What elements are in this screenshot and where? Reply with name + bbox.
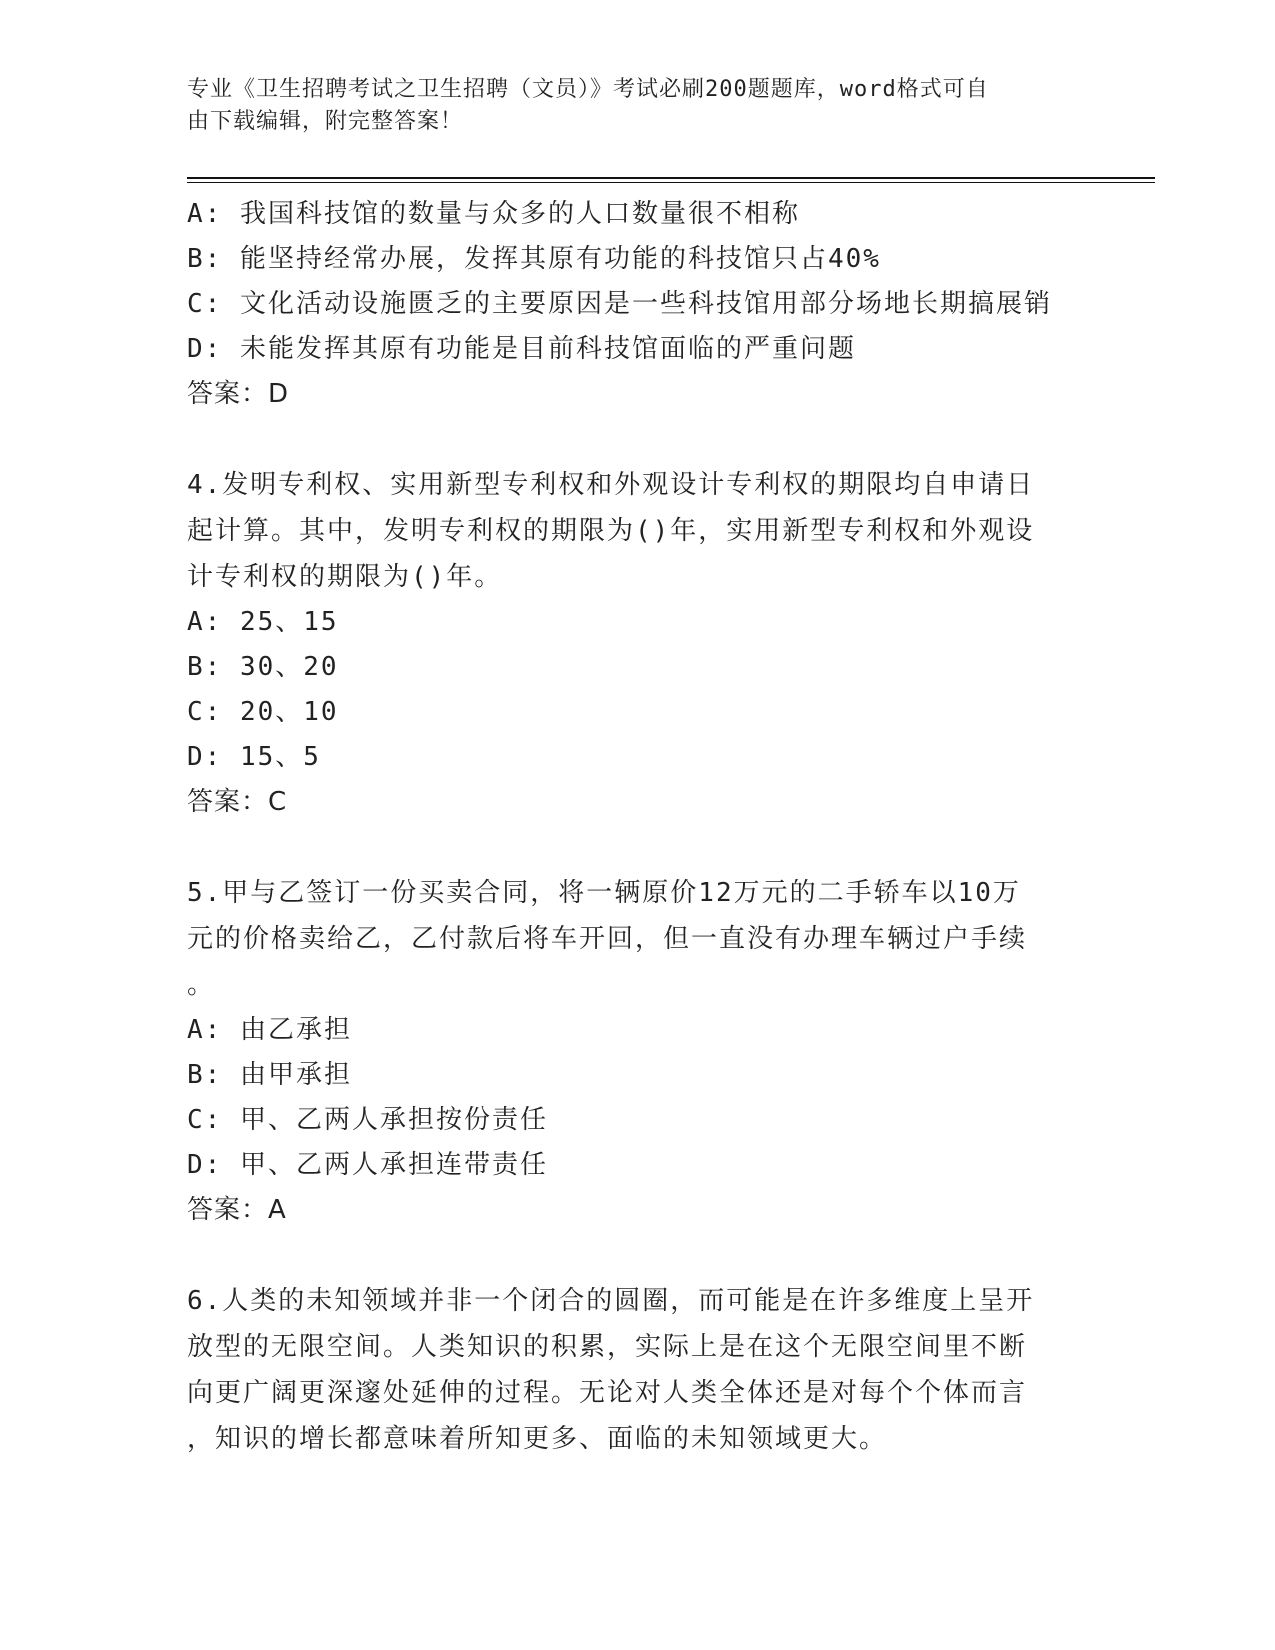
answer: 答案：C — [187, 787, 288, 817]
question-6 — [187, 1278, 1087, 1462]
option-a: A: 我国科技馆的数量与众多的人口数量很不相称 — [187, 199, 800, 229]
question-text: 放型的无限空间。人类知识的积累，实际上是在这个无限空间里不断 — [187, 1332, 1028, 1362]
question-text: 4.发明专利权、实用新型专利权和外观设计专利权的期限均自申请日 — [187, 470, 1035, 500]
option-a: A: 25、15 — [187, 607, 339, 637]
question-4 — [187, 462, 1087, 825]
option-d: D: 15、5 — [187, 742, 321, 772]
question-text: 向更广阔更深邃处延伸的过程。无论对人类全体还是对每个个体而言 — [187, 1378, 1028, 1408]
option-c: C: 甲、乙两人承担按份责任 — [187, 1105, 548, 1135]
question-text: 计专利权的期限为()年。 — [187, 562, 503, 592]
answer: 答案：A — [187, 1195, 287, 1225]
question-text: 起计算。其中，发明专利权的期限为()年，实用新型专利权和外观设 — [187, 516, 1035, 546]
option-a: A: 由乙承担 — [187, 1015, 352, 1045]
option-d: D: 未能发挥其原有功能是目前科技馆面临的严重问题 — [187, 334, 856, 364]
question-5 — [187, 870, 1087, 1233]
spacer — [187, 1233, 1087, 1278]
question-text: 6.人类的未知领域并非一个闭合的圆圈，而可能是在许多维度上呈开 — [187, 1286, 1035, 1316]
header-line: 由下载编辑，附完整答案！ — [187, 109, 464, 134]
question-text: 元的价格卖给乙，乙付款后将车开回，但一直没有办理车辆过户手续 — [187, 924, 1028, 954]
header-line: 专业《卫生招聘考试之卫生招聘（文员）》考试必刷200题题库，word格式可自 — [187, 77, 989, 102]
option-b: B: 由甲承担 — [187, 1060, 352, 1090]
option-c: C: 文化活动设施匮乏的主要原因是一些科技馆用部分场地长期搞展销 — [187, 289, 1052, 319]
header-divider — [187, 177, 1155, 179]
question-3 — [187, 192, 1087, 417]
question-text: 5.甲与乙签订一份买卖合同，将一辆原价12万元的二手轿车以10万 — [187, 878, 1021, 908]
header-divider-thin — [187, 182, 1155, 183]
question-text: ，知识的增长都意味着所知更多、面临的未知领域更大。 — [187, 1424, 888, 1454]
option-b: B: 30、20 — [187, 652, 339, 682]
answer: 答案：D — [187, 379, 290, 409]
question-text: 。 — [187, 970, 216, 1000]
spacer — [187, 417, 1087, 462]
spacer — [187, 825, 1087, 870]
document-header — [187, 74, 1067, 138]
option-b: B: 能坚持经常办展，发挥其原有功能的科技馆只占40% — [187, 244, 881, 274]
document-body — [187, 192, 1087, 1462]
option-c: C: 20、10 — [187, 697, 339, 727]
option-d: D: 甲、乙两人承担连带责任 — [187, 1150, 548, 1180]
